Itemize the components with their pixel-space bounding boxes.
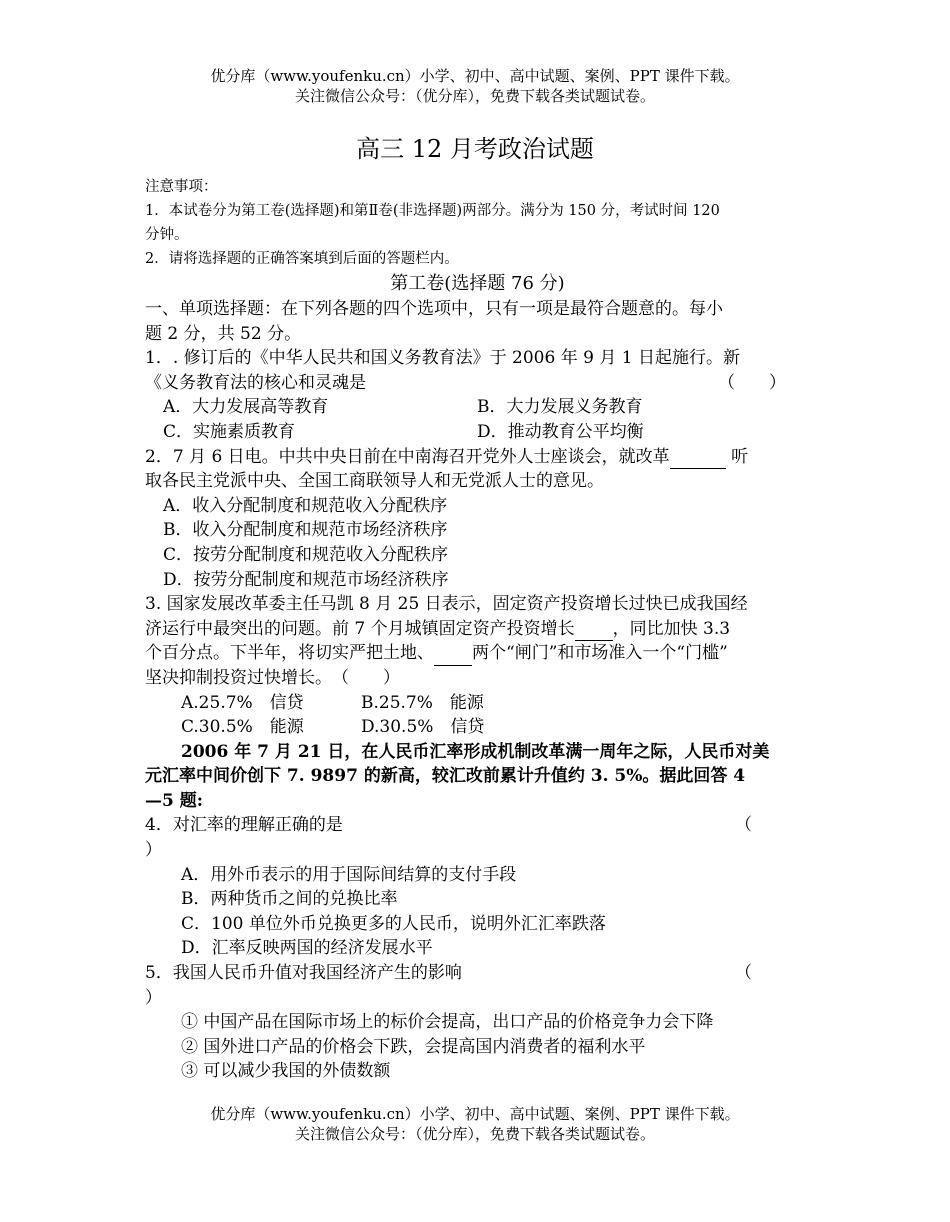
- q3-stem-d: 坚决抑制投资过快增长。 （ ）: [145, 667, 400, 688]
- q4-stem: [145, 813, 810, 838]
- q2-option-b: B．收入分配制度和规范市场经济秩序: [163, 520, 448, 541]
- q3-stem-c-tail: 两个“闸门”和市场准入一个“门槛”: [472, 643, 728, 664]
- q3-option-a: A.25.7% 信贷: [181, 692, 304, 713]
- q1-option-a: A．大力发展高等教育: [163, 397, 329, 418]
- q2-blank: [670, 451, 726, 469]
- q3-blank-1: [575, 623, 613, 641]
- q1-stem-b: [145, 371, 810, 396]
- exam-body: [145, 175, 810, 1084]
- material-line-b: 元汇率中间价创下 7. 9897 的新高，较汇改前累计升值约 3. 5%。据此回答 4: [145, 766, 746, 787]
- footer-line-1: 优分库（www.youfenku.cn）小学、初中、高中试题、案例、PPT 课件下载。: [210, 1105, 740, 1123]
- q5-stem: [145, 961, 810, 986]
- q4-paren-open: （: [735, 815, 752, 836]
- q5-paren-open: （: [735, 963, 752, 984]
- q1-option-c: C．实施素质教育: [163, 421, 296, 442]
- q4-option-a: A．用外币表示的用于国际间结算的支付手段: [181, 864, 517, 885]
- q1-option-d: D．推动教育公平均衡: [477, 421, 644, 442]
- q3-stem-c: [145, 641, 810, 666]
- q3-option-d: D.30.5% 信贷: [361, 717, 485, 738]
- q3-option-b: B.25.7% 能源: [361, 692, 484, 713]
- q3-stem-b: [145, 617, 810, 642]
- q5-option-2: ② 国外进口产品的价格会下跌，会提高国内消费者的福利水平: [181, 1036, 646, 1057]
- q3-options-row-1: [145, 691, 810, 716]
- q1-stem-a: 1．. 修订后的《中华人民共和国义务教育法》于 2006 年 9 月 1 日起施行。新: [145, 348, 740, 369]
- q2-option-a: A．收入分配制度和规范收入分配秩序: [163, 495, 448, 516]
- q1-option-b: B．大力发展义务教育: [477, 397, 643, 418]
- q2-option-d: D．按劳分配制度和规范市场经济秩序: [163, 569, 449, 590]
- footer-line-2: 关注微信公众号：（优分库），免费下载各类试题试卷。: [294, 1125, 655, 1143]
- q3-option-c: C.30.5% 能源: [181, 717, 304, 738]
- q2-stem-a-text: 2．7 月 6 日电。中共中央日前在中南海召开党外人士座谈会，就改革: [145, 446, 670, 467]
- material-line-c: —5 题:: [145, 790, 204, 811]
- q1-options-row-2: [145, 420, 810, 445]
- page-footer: [0, 1104, 950, 1144]
- q4-paren-close: ）: [145, 840, 162, 861]
- exam-title: 高三 12 月考政治试题: [356, 135, 594, 163]
- notice-item-2: 2．请将选择题的正确答案填到后面的答题栏内。: [145, 251, 459, 267]
- q3-stem-b-tail: ，同比加快 3.3: [612, 618, 731, 639]
- q5-stem-text: 5．我国人民币升值对我国经济产生的影响: [145, 963, 462, 984]
- header-line-2: 关注微信公众号：（优分库），免费下载各类试题试卷。: [294, 87, 655, 105]
- q4-option-b: B．两种货币之间的兑换比率: [181, 889, 398, 910]
- notice-item-1a: 1．本试卷分为第工卷(选择题)和第Ⅱ卷(非选择题)两部分。满分为 150 分，考试时间 120: [145, 203, 720, 219]
- q3-stem-b-text: 济运行中最突出的问题。前 7 个月城镇固定资产投资增长: [145, 618, 575, 639]
- q3-stem-c-text: 个百分点。下半年，将切实严把土地、: [145, 643, 434, 664]
- q1-stem-b-text: 《义务教育法的核心和灵魂是: [145, 372, 366, 393]
- q4-option-c: C．100 单位外币兑换更多的人民币，说明外汇汇率跌落: [181, 913, 606, 934]
- notice-heading: 注意事项：: [145, 179, 218, 195]
- q2-stem-a: [145, 445, 810, 470]
- q5-option-3: ③ 可以减少我国的外债数额: [181, 1061, 391, 1082]
- q1-options-row-1: [145, 395, 810, 420]
- page-header: [0, 66, 950, 106]
- q4-stem-text: 4．对汇率的理解正确的是: [145, 815, 343, 836]
- q2-stem-a-tail: 听: [731, 446, 749, 467]
- q4-option-d: D．汇率反映两国的经济发展水平: [181, 938, 433, 959]
- header-line-1: 优分库（www.youfenku.cn）小学、初中、高中试题、案例、PPT 课件下载。: [210, 67, 740, 85]
- q5-option-1: ① 中国产品在国际市场上的标价会提高，出口产品的价格竞争力会下降: [181, 1012, 714, 1033]
- notice-item-1b: 分钟。: [145, 227, 189, 243]
- q2-option-c: C．按劳分配制度和规范收入分配秩序: [163, 544, 449, 565]
- material-line-a: 2006 年 7 月 21 日，在人民币汇率形成机制改革满一周年之际，人民币对美: [181, 741, 770, 762]
- q1-answer-paren: （ ）: [718, 372, 786, 393]
- q3-stem-a: 3. 国家发展改革委主任马凯 8 月 25 日表示，固定资产投资增长过快已成我国经: [145, 594, 748, 615]
- part1-intro-b: 题 2 分，共 52 分。: [145, 323, 302, 344]
- q3-options-row-2: [145, 715, 810, 740]
- q5-paren-close: ）: [145, 987, 162, 1008]
- section-1-title: 第工卷(选择题 76 分): [390, 273, 565, 294]
- q2-stem-b: 取各民主党派中央、全国工商联领导人和无党派人士的意见。: [145, 471, 604, 492]
- q3-blank-2: [434, 648, 472, 666]
- part1-intro-a: 一、单项选择题：在下列各题的四个选项中，只有一项是最符合题意的。每小: [145, 299, 723, 319]
